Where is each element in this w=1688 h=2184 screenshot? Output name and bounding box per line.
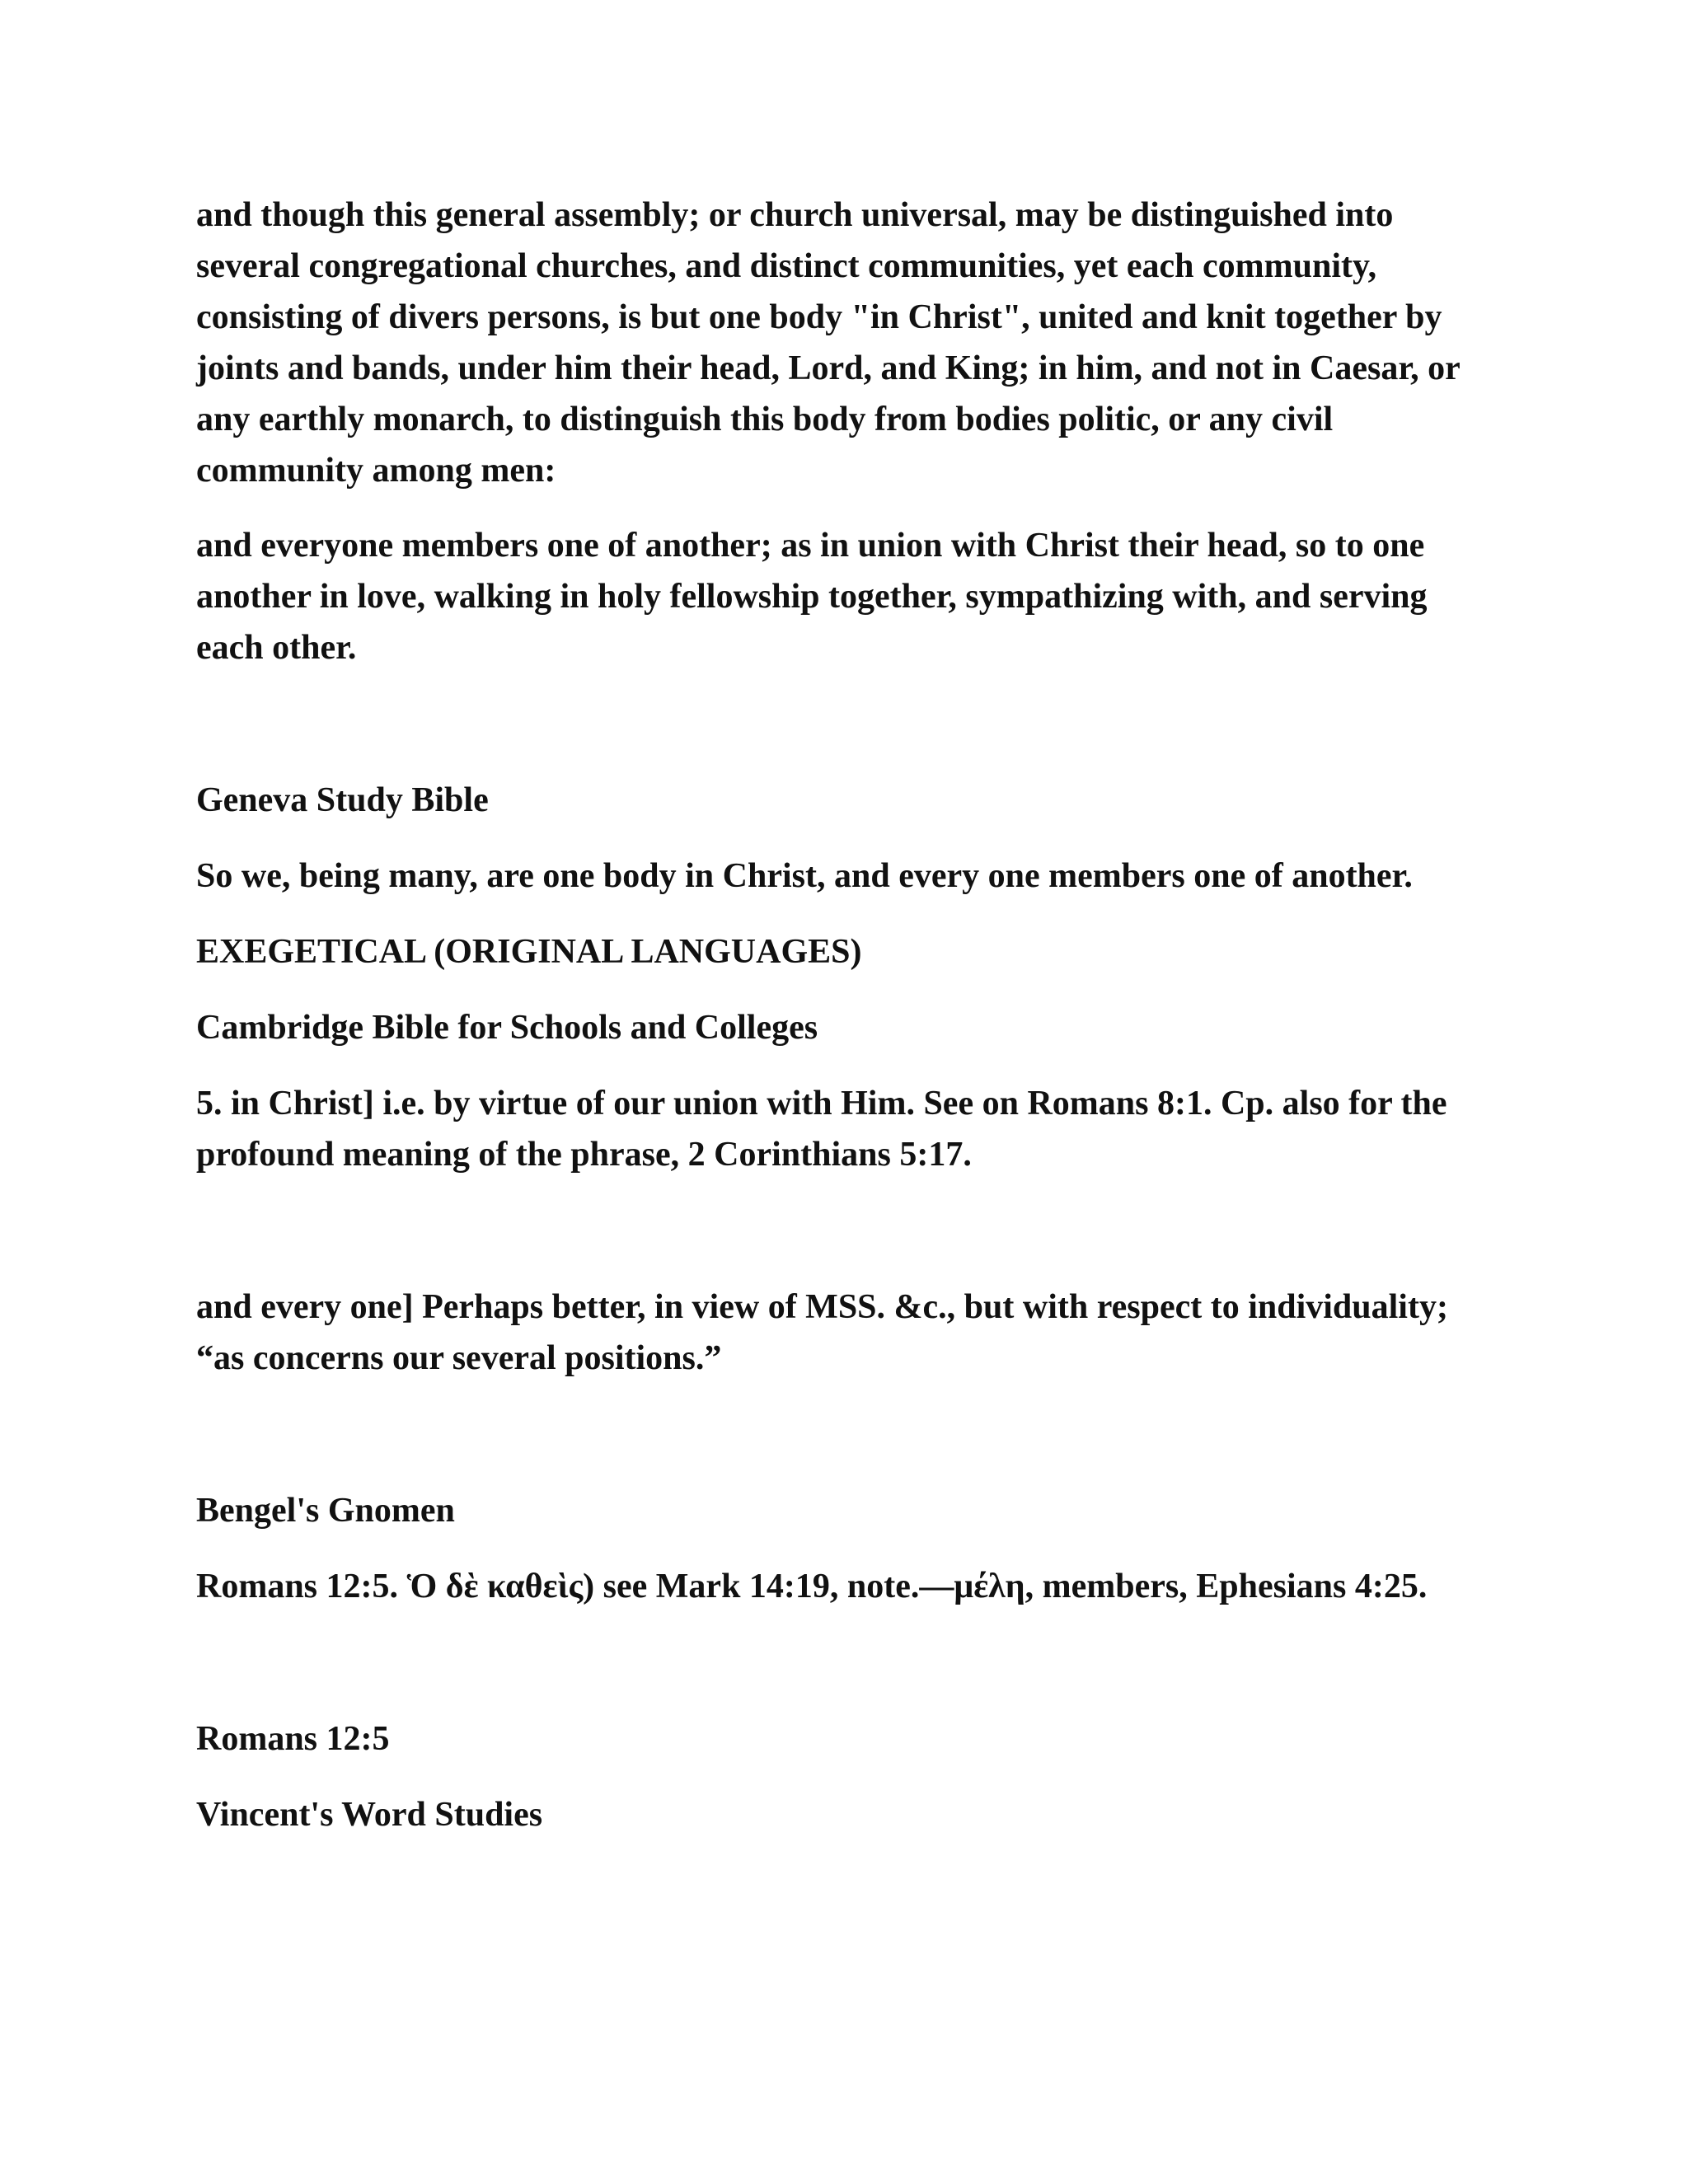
document-page [196, 190, 1498, 1840]
heading-geneva-study-bible: Geneva Study Bible [196, 781, 489, 819]
paragraph-bengel-note: Romans 12:5. Ὁ δὲ καθεὶς) see Mark 14:19, note.—μέλη, members, Ephesians 4:25. [196, 1568, 1428, 1605]
heading-cambridge-bible: Cambridge Bible for Schools and Colleges [196, 1009, 818, 1047]
paragraph-in-christ-note: 5. in Christ] i.e. by virtue of our union with Him. See on Romans 8:1. Cp. also for the profound meaning of the phrase, 2 Corinthians 5:17. [196, 1085, 1447, 1174]
heading-bengels-gnomen: Bengel's Gnomen [196, 1492, 455, 1530]
paragraph-members-one-another: and everyone members one of another; as in union with Christ their head, so to one another in love, walking in holy fellowship together, sympathizing with, and serving each other. [196, 527, 1428, 667]
paragraph-geneva-verse: So we, being many, are one body in Christ, and every one members one of another. [196, 857, 1413, 895]
heading-vincents-word-studies: Vincent's Word Studies [196, 1796, 543, 1834]
heading-exegetical: EXEGETICAL (ORIGINAL LANGUAGES) [196, 933, 862, 971]
paragraph-church-universal: and though this general assembly; or church universal, may be distinguished into several congregational churches, and distinct communities, yet each community, consisting of divers persons, is but one body "in Christ", united and knit together by joints and bands, under him their head, Lord, and King; in him, and not in Caesar, or any earthly monarch, to distinguish this body from bodies politic, or any civil community among men: [196, 196, 1461, 490]
heading-romans-12-5: Romans 12:5 [196, 1720, 390, 1758]
paragraph-every-one-note: and every one] Perhaps better, in view of MSS. &c., but with respect to individuality; “as concerns our several positions.” [196, 1288, 1448, 1377]
